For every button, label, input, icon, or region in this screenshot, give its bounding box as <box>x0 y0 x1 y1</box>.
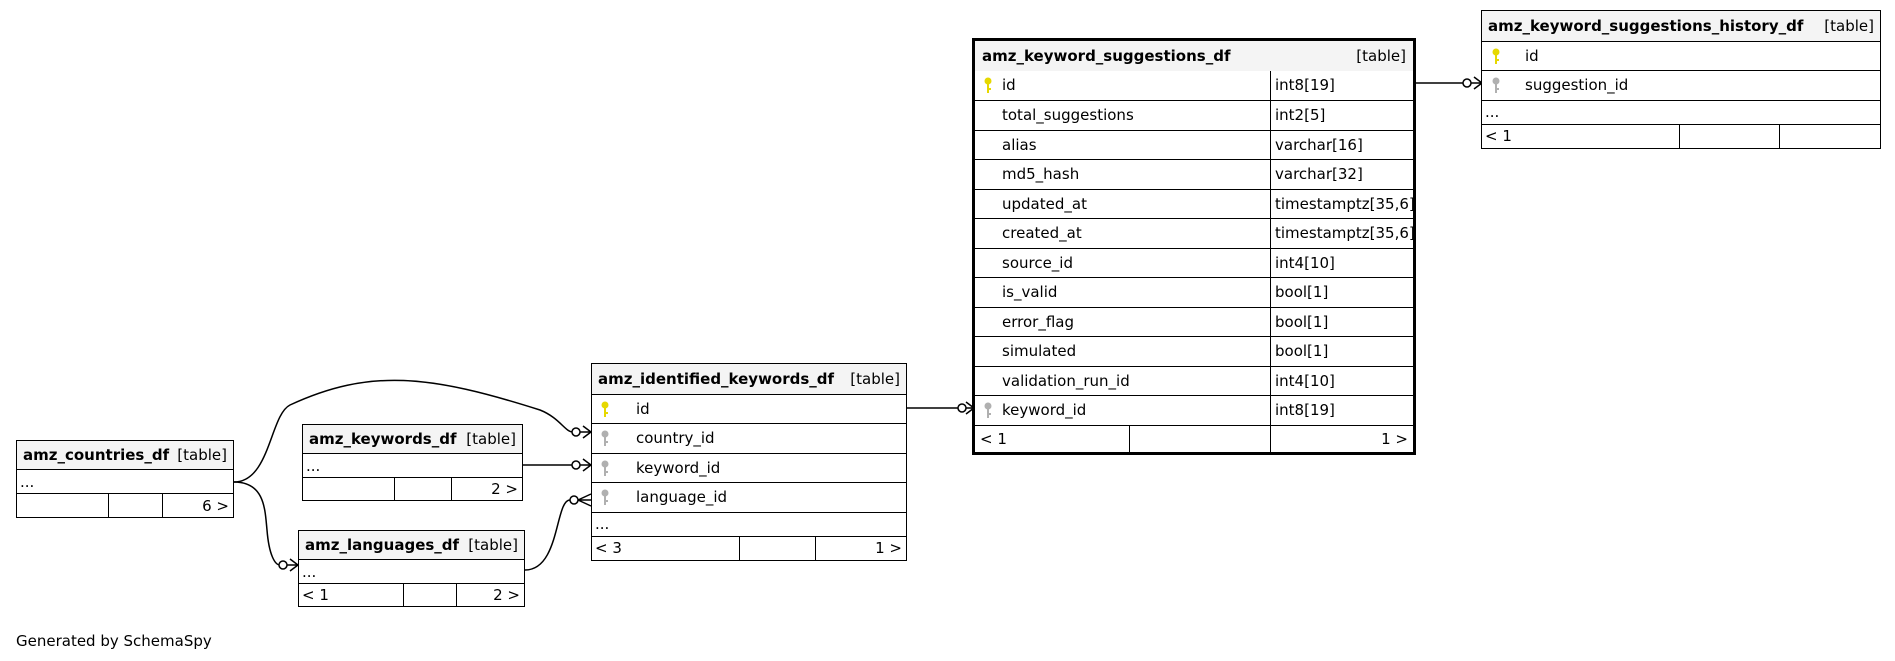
column-name: alias <box>1002 135 1037 154</box>
column-row <box>975 130 1413 160</box>
ellipsis-row <box>1482 100 1880 124</box>
table-header <box>299 531 524 559</box>
column-name: country_id <box>636 429 715 448</box>
table-header <box>17 441 233 469</box>
column-row <box>975 100 1413 130</box>
table-type: [table] <box>1356 46 1406 65</box>
table-header <box>975 41 1413 71</box>
column-row <box>975 336 1413 366</box>
table-name: amz_keywords_df <box>309 430 457 448</box>
table-footer <box>592 536 906 560</box>
ellipsis-row <box>299 559 524 583</box>
table-type: [table] <box>1824 16 1874 35</box>
column-name: keyword_id <box>636 458 721 477</box>
ellipsis: ... <box>20 472 35 491</box>
table-amz-languages-df[interactable] <box>298 530 525 607</box>
column-type: bool[1] <box>1275 283 1329 302</box>
column-row <box>592 423 906 453</box>
column-type: int8[19] <box>1275 76 1335 95</box>
table-name: amz_keyword_suggestions_df <box>982 46 1231 65</box>
ellipsis-row <box>592 512 906 536</box>
column-row <box>975 248 1413 278</box>
ellipsis: ... <box>306 456 321 475</box>
column-type: bool[1] <box>1275 312 1329 331</box>
footer-left: < 1 <box>302 586 329 604</box>
ellipsis: ... <box>302 562 317 581</box>
table-name: amz_languages_df <box>305 536 460 554</box>
foreign-key-icon <box>984 402 992 419</box>
column-name: id <box>636 399 650 418</box>
footer-right: 2 > <box>493 586 520 604</box>
table-footer <box>299 583 524 606</box>
generated-by-label: Generated by SchemaSpy <box>16 632 212 650</box>
ellipsis: ... <box>595 515 610 533</box>
column-type: timestamptz[35,6] <box>1275 224 1415 243</box>
column-name: source_id <box>1002 253 1074 272</box>
footer-right: 2 > <box>491 480 518 498</box>
column-row <box>975 277 1413 307</box>
table-header <box>592 364 906 394</box>
column-row <box>975 395 1413 425</box>
link-languages-to-identified <box>525 500 570 570</box>
ellipsis-row <box>17 469 233 493</box>
column-type: timestamptz[35,6] <box>1275 194 1415 213</box>
table-amz-keyword-suggestions-df[interactable] <box>972 38 1416 455</box>
column-name: suggestion_id <box>1525 76 1629 95</box>
column-type: bool[1] <box>1275 342 1329 361</box>
table-type: [table] <box>468 536 518 554</box>
link-countries-to-languages <box>234 482 280 565</box>
table-type: [table] <box>850 369 900 388</box>
column-row <box>592 394 906 424</box>
table-name: amz_keyword_suggestions_history_df <box>1488 16 1804 35</box>
table-amz-keywords-df[interactable] <box>302 424 523 501</box>
column-row <box>975 307 1413 337</box>
column-name: id <box>1525 46 1539 65</box>
primary-key-icon <box>601 401 609 418</box>
table-amz-keyword-suggestions-history-df[interactable] <box>1481 10 1881 149</box>
footer-left: < 1 <box>1485 127 1512 145</box>
footer-right: 1 > <box>875 539 902 557</box>
column-row <box>1482 41 1880 71</box>
foreign-key-icon <box>1492 77 1500 94</box>
table-type: [table] <box>177 446 227 464</box>
table-header <box>1482 11 1880 41</box>
column-type: int4[10] <box>1275 371 1335 390</box>
column-name: md5_hash <box>1002 165 1080 184</box>
table-footer <box>17 493 233 517</box>
primary-key-icon <box>1492 48 1500 65</box>
column-type: int8[19] <box>1275 401 1335 420</box>
column-row <box>975 218 1413 248</box>
column-row <box>592 453 906 483</box>
table-footer <box>975 425 1413 452</box>
column-type: varchar[16] <box>1275 135 1363 154</box>
foreign-key-icon <box>601 430 609 447</box>
column-row <box>592 482 906 512</box>
column-name: language_id <box>636 488 728 507</box>
column-name: id <box>1002 76 1016 95</box>
column-row <box>975 71 1413 101</box>
column-row <box>1482 70 1880 100</box>
foreign-key-icon <box>601 489 609 506</box>
table-type: [table] <box>466 430 516 448</box>
footer-left: < 1 <box>980 429 1007 448</box>
primary-key-icon <box>984 77 992 94</box>
column-type: varchar[32] <box>1275 165 1363 184</box>
table-name: amz_identified_keywords_df <box>598 369 835 388</box>
table-name: amz_countries_df <box>23 446 170 464</box>
column-name: updated_at <box>1002 194 1087 213</box>
column-type: int4[10] <box>1275 253 1335 272</box>
table-amz-identified-keywords-df[interactable] <box>591 363 907 561</box>
column-type: int2[5] <box>1275 106 1326 125</box>
column-row <box>975 189 1413 219</box>
footer-left: < 3 <box>595 539 622 557</box>
table-footer <box>303 477 522 500</box>
column-name: total_suggestions <box>1002 106 1134 125</box>
column-name: keyword_id <box>1002 401 1087 420</box>
column-name: created_at <box>1002 224 1082 243</box>
column-name: validation_run_id <box>1002 371 1130 390</box>
table-footer <box>1482 124 1880 148</box>
column-name: simulated <box>1002 342 1077 361</box>
column-name: is_valid <box>1002 283 1058 302</box>
table-header <box>303 425 522 453</box>
table-amz-countries-df[interactable] <box>16 440 234 518</box>
foreign-key-icon <box>601 460 609 477</box>
column-name: error_flag <box>1002 312 1074 331</box>
ellipsis-row <box>303 453 522 477</box>
footer-right: 1 > <box>1381 429 1408 448</box>
column-row <box>975 159 1413 189</box>
column-row <box>975 366 1413 396</box>
ellipsis: ... <box>1485 103 1500 121</box>
footer-right: 6 > <box>202 496 229 515</box>
